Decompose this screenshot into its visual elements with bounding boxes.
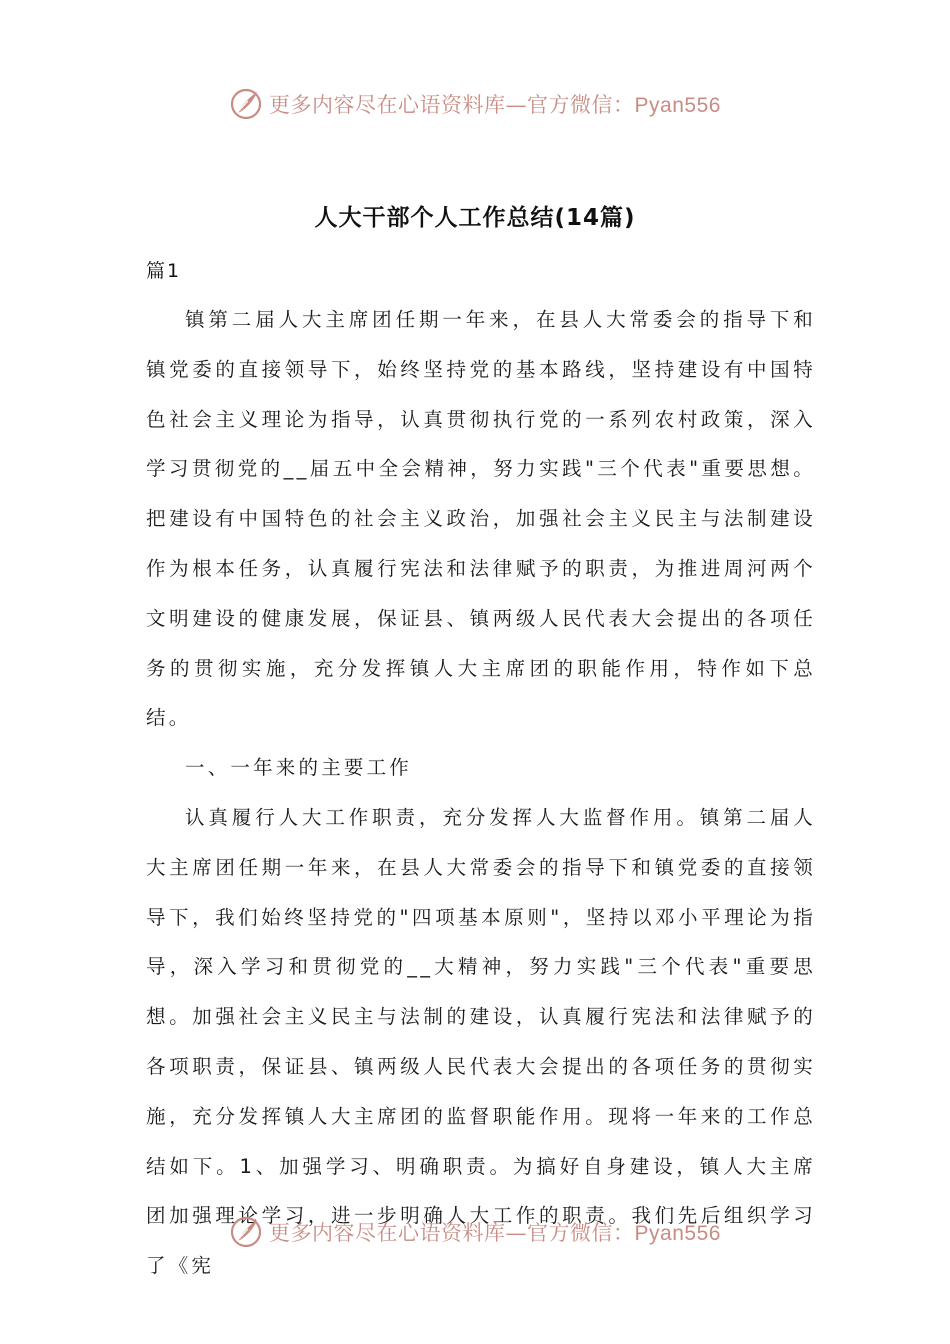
watermark-text: 更多内容尽在心语资料库—官方微信：Pyan556 xyxy=(269,93,721,117)
paragraph: 镇第二届人大主席团任期一年来，在县人大常委会的指导下和镇党委的直接领导下，始终坚持党的基本路线，坚持建设有中国特色社会主义理论为指导，认真贯彻执行党的一系列农村政策，深入学习贯彻党的__届五中全会精神，努力实践"三个代表"重要思想。把建设有中国特色的社会主义政治，加强社会主义民主与法制建设作为根本任务，认真履行宪法和法律赋予的职责，为推进周河两个文明建设的健康发展，保证县、镇两级人民代表大会提出的各项任务的贯彻实施，充分发挥镇人大主席团的职能作用，特作如下总结。 xyxy=(146,308,816,730)
wechat-id: Pyan556 xyxy=(634,1222,721,1245)
footer-watermark xyxy=(0,1212,950,1252)
document-body xyxy=(146,295,816,1291)
section-label: 篇1 xyxy=(146,260,182,282)
document-title: 人大干部个人工作总结(14篇) xyxy=(314,205,636,231)
wechat-id: Pyan556 xyxy=(634,94,721,117)
feather-pen-logo-icon xyxy=(229,1215,263,1249)
header-watermark xyxy=(0,84,950,124)
paragraph: 一、一年来的主要工作 xyxy=(185,756,413,780)
watermark-text: 更多内容尽在心语资料库—官方微信：Pyan556 xyxy=(269,1221,721,1245)
feather-pen-logo-icon xyxy=(229,87,263,121)
paragraph: 认真履行人大工作职责，充分发挥人大监督作用。镇第二届人大主席团任期一年来，在县人大常委会的指导下和镇党委的直接领导下，我们始终坚持党的"四项基本原则"，坚持以邓小平理论为指导，深入学习和贯彻党的__大精神，努力实践"三个代表"重要思想。加强社会主义民主与法制的建设，认真履行宪法和法律赋予的各项职责，保证县、镇两级人民代表大会提出的各项任务的贯彻实施，充分发挥镇人大主席团的监督职能作用。现将一年来的工作总结如下。1、加强学习、明确职责。为搞好自身建设，镇人大主席团加强理论学习，进一步明确人大工作的职责。我们先后组织学习了《宪 xyxy=(146,805,816,1278)
